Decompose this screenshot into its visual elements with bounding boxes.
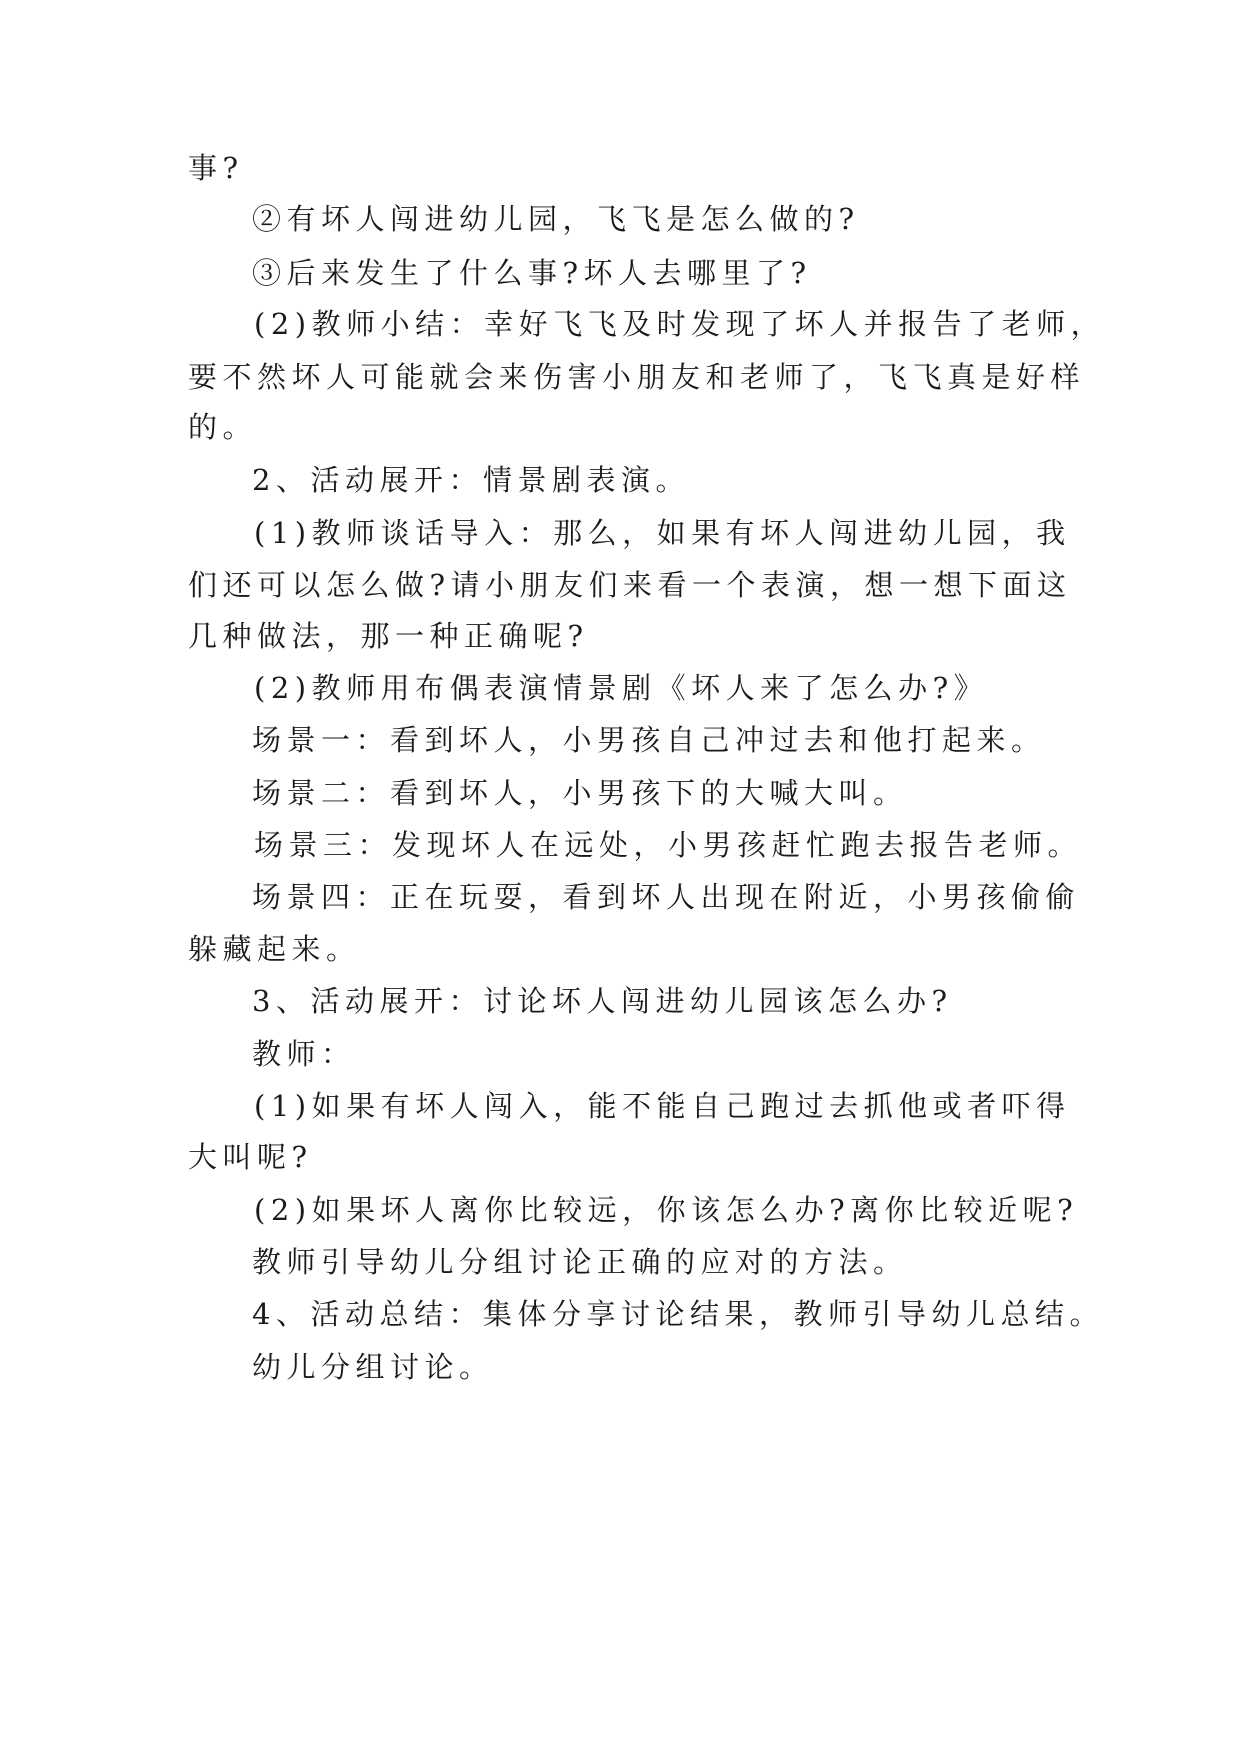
text-line: 2、活动展开：情景剧表演。 xyxy=(252,463,690,497)
text-line: (2)教师小结：幸好飞飞及时发现了坏人并报告了老师， xyxy=(254,307,1106,341)
text-line: (2)如果坏人离你比较远，你该怎么办?离你比较近呢? xyxy=(254,1193,1079,1227)
text-line: (1)教师谈话导入：那么，如果有坏人闯进幼儿园，我 xyxy=(254,516,1071,550)
text-line: 躲藏起来。 xyxy=(188,932,361,966)
text-line: 场景二：看到坏人，小男孩下的大喊大叫。 xyxy=(252,776,908,810)
text-line: 们还可以怎么做?请小朋友们来看一个表演，想一想下面这 xyxy=(188,568,1072,602)
text-line: (2)教师用布偶表演情景剧《坏人来了怎么办?》 xyxy=(254,671,989,705)
text-line: ③后来发生了什么事?坏人去哪里了? xyxy=(252,256,812,290)
text-line: 教师引导幼儿分组讨论正确的应对的方法。 xyxy=(252,1245,908,1279)
text-line: 要不然坏人可能就会来伤害小朋友和老师了，飞飞真是好样 xyxy=(188,360,1086,394)
text-line: 场景四：正在玩耍，看到坏人出现在附近，小男孩偷偷 xyxy=(252,880,1081,914)
text-line: 大叫呢? xyxy=(188,1140,313,1174)
text-line: 场景三：发现坏人在远处，小男孩赶忙跑去报告老师。 xyxy=(254,828,1083,862)
text-line: 几种做法，那一种正确呢? xyxy=(188,619,589,653)
text-line: 的。 xyxy=(188,410,258,444)
text-line: 4、活动总结：集体分享讨论结果，教师引导幼儿总结。 xyxy=(252,1297,1104,1331)
text-line: 幼儿分组讨论。 xyxy=(252,1350,494,1384)
text-line: 场景一：看到坏人，小男孩自己冲过去和他打起来。 xyxy=(252,723,1046,757)
text-line: ②有坏人闯进幼儿园，飞飞是怎么做的? xyxy=(252,202,860,236)
text-line: 3、活动展开：讨论坏人闯进幼儿园该怎么办? xyxy=(252,984,953,1018)
text-line: 事? xyxy=(188,151,244,185)
text-line: 教师： xyxy=(252,1037,356,1071)
text-line: (1)如果有坏人闯入，能不能自己跑过去抓他或者吓得 xyxy=(254,1089,1071,1123)
